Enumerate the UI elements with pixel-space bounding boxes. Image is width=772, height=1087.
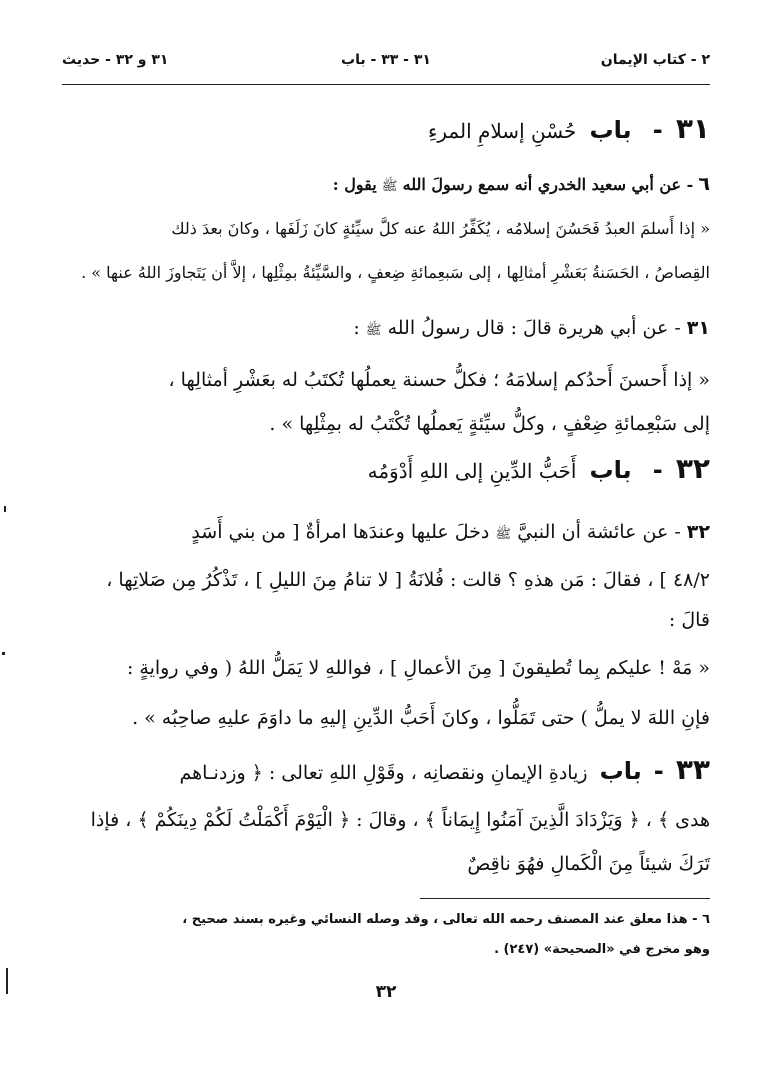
scan-edge-mark xyxy=(2,652,5,655)
hadith-isnad: - عن أبي هريرة قالَ : قال رسولُ الله xyxy=(387,317,681,339)
chapter-heading-31 xyxy=(62,112,710,145)
hadith-31-text-line-2: إلى سَبْعِمائةِ ضِعْفٍ ، وكلُّ سيِّئةٍ يَعملُها تُكْتَبُ له بمِثْلِها » . xyxy=(269,413,710,435)
chapter-title: زيادةِ الإيمانِ ونقصانِه ، وقَوْلِ اللهِ تعالى : ﴿ وزدنـاهم xyxy=(179,762,588,784)
hadith-number: ٦ xyxy=(698,173,710,195)
hadith-6-isnad xyxy=(62,166,710,205)
scan-edge-mark xyxy=(4,506,6,512)
header-rule xyxy=(62,84,710,85)
chapter-title: أَحَبُّ الدِّينِ إلى اللهِ أَدْوَمُه xyxy=(367,459,577,483)
hadith-number: ٣١ xyxy=(686,317,710,339)
salutation-glyph: ﷺ xyxy=(495,527,512,542)
hadith-text: دخلَ عليها وعندَها امرأةٌ [ من بني أَسَدٍ xyxy=(191,521,490,543)
chapter-dash: - xyxy=(653,757,664,785)
hadith-32-line-1 xyxy=(62,512,710,555)
footnote-line-2: وهو مخرج في «الصحيحة» (٢٤٧) . xyxy=(494,942,710,957)
chapter-number: ٣٢ xyxy=(675,452,710,485)
header-chapter-range: ٣١ - ٣٣ - باب xyxy=(341,52,431,68)
hadith-isnad: - عن أبي سعيد الخدري أنه سمع رسولَ الله xyxy=(402,175,694,194)
hadith-31-isnad xyxy=(62,308,710,351)
hadith-32-line-5: فإنِ اللهَ لا يملُّ ) حتى تَمَلُّوا ، وكانَ أَحَبُّ الدِّينِ إليهِ ما داوَمَ عليهِ صاحِبُه » . xyxy=(132,707,710,729)
footnote-line-1: ٦ - هذا معلق عند المصنف رحمه الله تعالى ، وقد وصله النسائي وغيره بسند صحيح ، xyxy=(182,912,710,927)
hadith-32-line-2: ٤٨/٢ ] ، فقالَ : مَن هذهِ ؟ قالت : فُلانَةُ [ لا تنامُ مِنَ الليلِ ] ، تَذْكُرُ مِن صَلاتِها ، xyxy=(106,569,710,591)
page-number: ٣٢ xyxy=(375,982,397,1002)
chapter-word: باب xyxy=(599,757,642,785)
hadith-6-text-line-2: القِصاصُ ، الحَسَنةُ بَعَشْرِ أمثالِها ، إلى سَبعِمائةِ ضِعفٍ ، والسَّيِّئةُ بمِثْلِها ، إلاَّ أن يَتَجاوزَ اللهُ عنها » . xyxy=(81,263,710,282)
chapter-dash: - xyxy=(652,116,663,144)
hadith-isnad: - عن عائشة أن النبيَّ xyxy=(517,521,681,543)
hadith-number: ٣٢ xyxy=(686,521,710,543)
hadith-6-text-line-1: « إذا أَسلمَ العبدُ فَحَسُنَ إسلامُه ، يُكَفِّرُ اللهُ عنه كلَّ سيِّئةٍ كانَ زَلَفَها ، وكانَ بعدَ ذلك xyxy=(171,219,710,238)
header-book-title: ٢ - كتاب الإيمان xyxy=(600,52,710,68)
chapter-word: باب xyxy=(589,456,632,484)
chapter-number: ٣١ xyxy=(675,112,710,145)
hadith-31-text-line-1: « إذا أَحسنَ أَحدُكم إسلامَهُ ؛ فكلُّ حسنة يعملُها تُكتَبُ له بعَشْرِ أمثالِها ، xyxy=(168,369,710,391)
chapter-33-line-2: هدى ﴾ ، ﴿ وَيَزْدَادَ الَّذِينَ آمَنُوا إِيمَاناً ﴾ ، وقالَ : ﴿ الْيَوْمَ أَكْمَلْتُ لَكُمْ دِينَكُمْ ﴾ ، فإذا xyxy=(90,809,710,831)
scan-edge-mark xyxy=(6,968,8,994)
chapter-title: حُسْنِ إسلامِ المرءِ xyxy=(427,119,577,143)
chapter-dash: - xyxy=(652,456,663,484)
hadith-32-line-3: قالَ : xyxy=(668,609,710,631)
hadith-isnad-end: : xyxy=(353,317,360,339)
chapter-number: ٣٣ xyxy=(675,753,710,786)
hadith-32-line-4: « مَهْ ! عليكم بِما تُطيقونَ [ مِنَ الأعمالِ ] ، فواللهِ لا يَمَلُّ اللهُ ( وفي روايةٍ : xyxy=(126,657,710,679)
chapter-heading-32 xyxy=(62,452,710,485)
chapter-33-line-3: تَرَكَ شيئاً مِنَ الْكَمالِ فهُوَ ناقِصٌ xyxy=(467,853,710,875)
chapter-word: باب xyxy=(589,116,632,144)
running-header xyxy=(62,40,710,70)
salutation-glyph: ﷺ xyxy=(365,323,382,338)
header-hadith-range: ٣١ و ٣٢ - حديث xyxy=(62,52,169,68)
chapter-heading-33 xyxy=(62,750,710,793)
salutation-glyph: ﷺ xyxy=(381,179,398,194)
hadith-isnad-end: يقول : xyxy=(332,175,377,194)
footnote-rule xyxy=(420,898,710,899)
